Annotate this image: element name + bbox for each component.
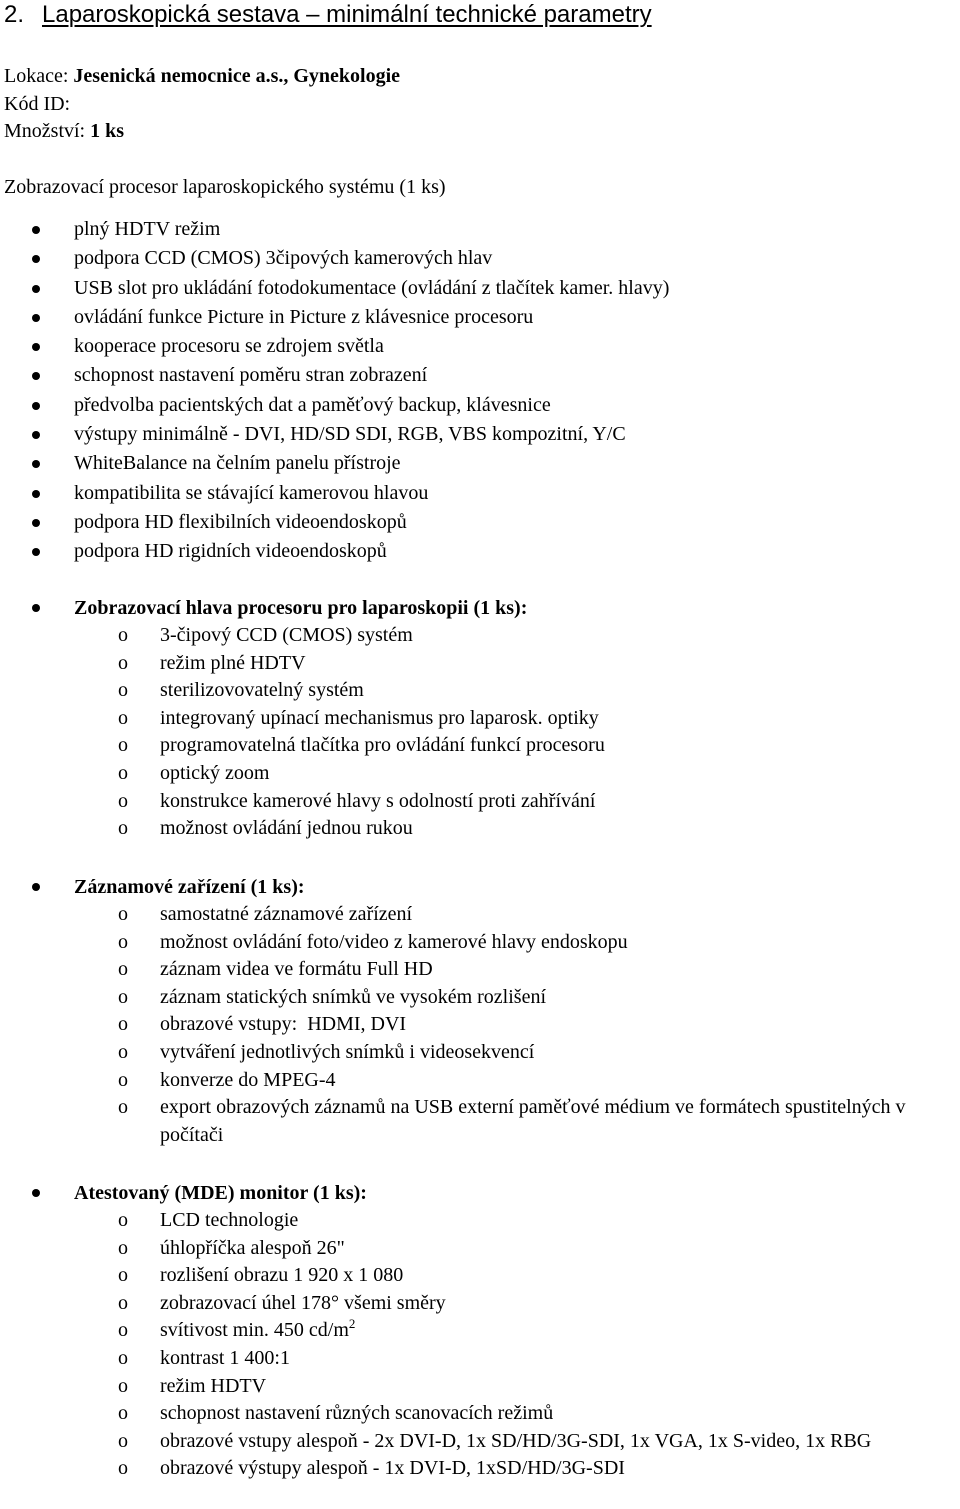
list-item: ovládání funkce Picture in Picture z klávesnice procesoru [0, 303, 960, 332]
list-item: o konverze do MPEG-4 [0, 1067, 960, 1095]
list-item: podpora CCD (CMOS) 3čipových kamerových hlav [0, 244, 960, 273]
list-item: o obrazové vstupy alespoň - 2x DVI-D, 1x SD/HD/3G-SDI, 1x VGA, 1x S-video, 1x RBG [0, 1428, 950, 1456]
recorder-section [0, 873, 960, 1149]
list-item: kompatibilita se stávající kamerovou hlavou [0, 479, 960, 508]
list-item: podpora HD flexibilních videoendoskopů [0, 508, 960, 537]
sub-bullet: o [118, 761, 128, 784]
camera-head-section [0, 594, 960, 843]
list-item: o programovatelná tlačítka pro ovládání funkcí procesoru [0, 732, 960, 760]
list-item: o kontrast 1 400:1 [0, 1345, 960, 1373]
sub-bullet: o [118, 1236, 128, 1259]
list-item: plný HDTV režim [0, 215, 960, 244]
list-item: o úhlopříčka alespoň 26" [0, 1235, 960, 1263]
monitor-list [0, 1207, 960, 1483]
location-line [4, 63, 400, 90]
list-item: o svítivost min. 450 $cd/m^2$ [0, 1317, 960, 1345]
sub-bullet: o [118, 817, 128, 840]
sub-bullet: o [118, 930, 128, 953]
list-item: o možnost ovládání jednou rukou [0, 815, 960, 843]
list-item: o optický zoom [0, 760, 960, 788]
monitor-title: Atestovaný (MDE) monitor (1 ks): [0, 1179, 960, 1207]
list-item: o rozlišení obrazu 1 920 x 1 080 [0, 1262, 960, 1290]
processor-title: Zobrazovací procesor laparoskopického systému (1 ks) [4, 176, 446, 198]
sub-bullet: o [118, 734, 128, 757]
list-item: o záznam videa ve formátu Full HD [0, 956, 960, 984]
list-item: o záznam statických snímků ve vysokém rozlišení [0, 984, 960, 1012]
sub-bullet: o [118, 985, 128, 1008]
sub-bullet: o [118, 1291, 128, 1314]
heading-number: 2. [4, 1, 25, 28]
sub-bullet: o [118, 1346, 128, 1369]
list-item: o možnost ovládání foto/video z kamerové hlavy endoskopu [0, 929, 960, 957]
code-id-label: Kód ID: [4, 93, 71, 115]
list-item: o LCD technologie [0, 1207, 960, 1235]
list-item: o zobrazovací úhel 178° všemi směry [0, 1290, 960, 1318]
sub-bullet: o [118, 706, 128, 729]
sub-bullet: o [118, 1068, 128, 1091]
code-id-line [4, 91, 70, 118]
processor-list [0, 215, 960, 567]
camera-head-list [0, 622, 960, 843]
sub-bullet: o [118, 903, 128, 925]
quantity-value: 1 ks [90, 120, 125, 142]
list-item: USB slot pro ukládání fotodokumentace (ovládání z tlačítek kamer. hlavy) [0, 274, 960, 303]
sub-bullet: o [118, 1457, 128, 1480]
superscript: 2 [348, 1316, 356, 1332]
sub-bullet: o [118, 1209, 128, 1231]
list-item: WhiteBalance na čelním panelu přístroje [0, 449, 960, 478]
sub-bullet: o [118, 1096, 128, 1119]
page-heading [4, 0, 652, 30]
sub-bullet: o [118, 1319, 128, 1342]
sub-bullet: o [118, 679, 128, 702]
list-item: výstupy minimálně - DVI, HD/SD SDI, RGB, VBS kompozitní, Y/C [0, 420, 960, 449]
list-item: o obrazové výstupy alespoň - 1x DVI-D, 1xSD/HD/3G-SDI [0, 1455, 960, 1483]
list-item: o konstrukce kamerové hlavy s odolností proti zahřívání [0, 788, 960, 816]
monitor-section [0, 1179, 960, 1483]
recorder-list [0, 901, 960, 1149]
sub-bullet: o [118, 1013, 128, 1036]
sub-bullet: o [118, 1429, 128, 1452]
sub-bullet: o [118, 789, 128, 812]
sub-bullet: o [118, 1374, 128, 1397]
list-item: podpora HD rigidních videoendoskopů [0, 537, 960, 566]
recorder-title: Záznamové zařízení (1 ks): [0, 873, 960, 901]
location-value: Jesenická nemocnice a.s., Gynekologie [73, 65, 401, 87]
list-item: kooperace procesoru se zdrojem světla [0, 332, 960, 361]
camera-head-title: Zobrazovací hlava procesoru pro laparoskopii (1 ks): [0, 594, 960, 622]
list-item: o režim plné HDTV [0, 650, 960, 678]
list-item: o schopnost nastavení různých scanovacích režimů [0, 1400, 960, 1428]
quantity-line [4, 118, 124, 145]
list-item: o obrazové vstupy: HDMI, DVI [0, 1011, 960, 1039]
list-item: předvolba pacientských dat a paměťový backup, klávesnice [0, 391, 960, 420]
list-item: o sterilizovovatelný systém [0, 677, 960, 705]
sub-bullet: o [118, 1402, 128, 1425]
sub-bullet: o [118, 1264, 128, 1287]
list-item: schopnost nastavení poměru stran zobrazení [0, 361, 960, 390]
sub-bullet: o [118, 651, 128, 674]
sub-bullet: o [118, 624, 128, 646]
location-label: Lokace: [4, 65, 69, 87]
sub-bullet: o [118, 958, 128, 981]
list-item: o export obrazových záznamů na USB externí paměťové médium ve formátech spustitelných v počítači [118, 1096, 906, 1146]
list-item: o samostatné záznamové zařízení [0, 901, 960, 929]
quantity-label: Množství: [4, 120, 86, 142]
list-item: o režim HDTV [0, 1373, 960, 1401]
heading-title: Laparoskopická sestava – minimální technické parametry [42, 1, 652, 28]
list-item: o integrovaný upínací mechanismus pro laparosk. optiky [0, 705, 960, 733]
sub-bullet: o [118, 1040, 128, 1063]
list-item: o 3-čipový CCD (CMOS) systém [0, 622, 960, 650]
list-item: o vytváření jednotlivých snímků i videosekvencí [0, 1039, 960, 1067]
